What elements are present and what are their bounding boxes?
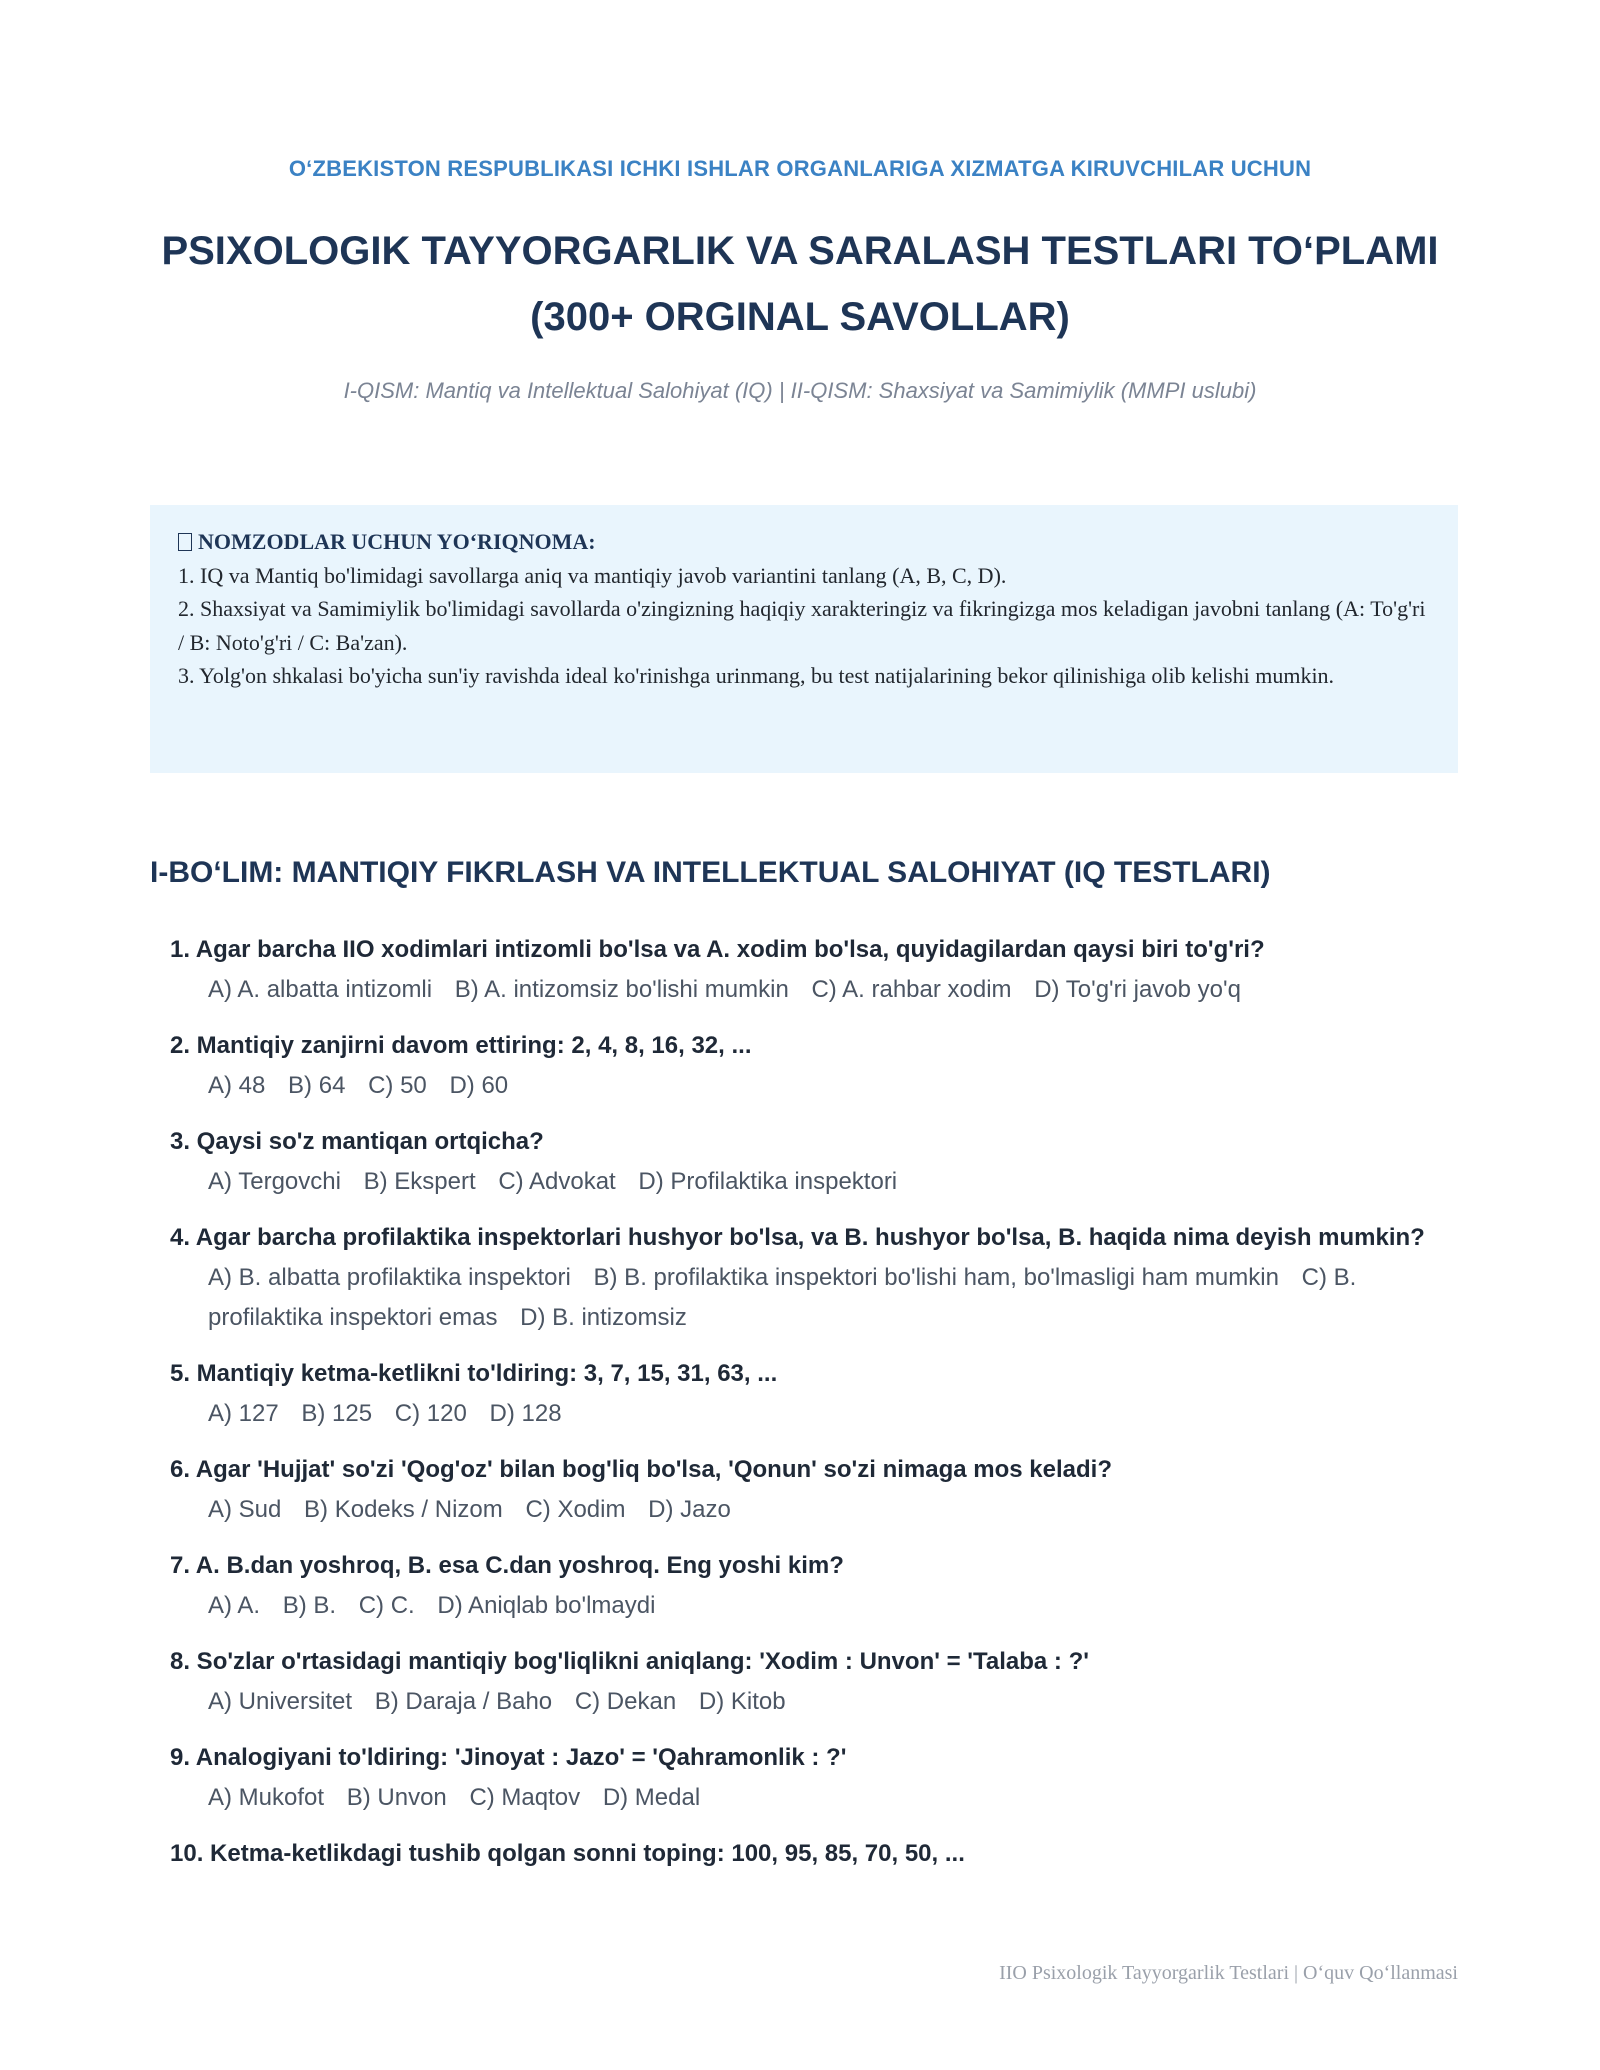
answer-option[interactable]: C) Advokat — [498, 1168, 616, 1195]
answer-option[interactable]: B) Kodeks / Nizom — [304, 1496, 503, 1523]
question-text: 5. Mantiqiy ketma-ketlikni to'ldiring: 3, 7, 15, 31, 63, ... — [170, 1360, 778, 1387]
instruction-item: 1. IQ va Mantiq bo'limidagi savollarga aniq va mantiqiy javob variantini tanlang (A, B, C, D). — [178, 562, 1007, 588]
answer-option[interactable]: C) 50 — [368, 1072, 427, 1099]
answer-options — [170, 1778, 1470, 1818]
instructions-box — [150, 505, 1458, 773]
answer-option[interactable]: D) B. intizomsiz — [520, 1304, 687, 1331]
answer-option[interactable]: A) 127 — [208, 1400, 279, 1427]
question-text: 7. A. B.dan yoshroq, B. esa C.dan yoshroq. Eng yoshi kim? — [170, 1552, 844, 1579]
answer-option[interactable]: D) Medal — [602, 1784, 701, 1811]
answer-options — [170, 1490, 1470, 1530]
section-heading: I-BO‘LIM: MANTIQIY FIKRLASH VA INTELLEKTUAL SALOHIYAT (IQ TESTLARI) — [150, 856, 1271, 889]
answer-option[interactable]: A) A. — [208, 1592, 261, 1619]
answer-option[interactable]: D) Aniqlab bo'lmaydi — [437, 1592, 656, 1619]
answer-option[interactable]: C) Xodim — [525, 1496, 626, 1523]
answer-option[interactable]: B) Ekspert — [363, 1168, 476, 1195]
answer-option[interactable]: C) Maqtov — [469, 1784, 581, 1811]
question-item — [170, 1122, 1470, 1202]
answer-options — [170, 970, 1470, 1010]
answer-options — [170, 1682, 1470, 1722]
answer-option[interactable]: C) B. profilaktika inspektori emas — [208, 1264, 1357, 1331]
answer-option[interactable]: B) Unvon — [346, 1784, 447, 1811]
answer-option[interactable]: B) Daraja / Baho — [374, 1688, 553, 1715]
instruction-item: 2. Shaxsiyat va Samimiylik bo'limidagi savollarda o'zingizning haqiqiy xarakteringiz va fikringizga mos keladigan javobni tanlang (A: To'g'ri / B: Noto'g'ri / C: Ba'zan). — [178, 596, 1426, 655]
answer-option[interactable]: A) B. albatta profilaktika inspektori — [208, 1264, 571, 1291]
answer-option[interactable]: C) Dekan — [574, 1688, 677, 1715]
question-item — [170, 1026, 1470, 1106]
answer-option[interactable]: C) C. — [358, 1592, 415, 1619]
answer-option[interactable]: A) Universitet — [208, 1688, 353, 1715]
question-item — [170, 1642, 1470, 1722]
question-item — [170, 1450, 1470, 1530]
answer-options — [170, 1066, 1470, 1106]
document-subtitle: I-QISM: Mantiq va Intellektual Salohiyat (IQ) | II-QISM: Shaxsiyat va Samimiylik (MMPI uslubi) — [343, 378, 1257, 403]
question-text: 4. Agar barcha profilaktika inspektorlari hushyor bo'lsa, va B. hushyor bo'lsa, B. haqida nima deyish mumkin? — [170, 1224, 1425, 1251]
instructions-heading-text: NOMZODLAR UCHUN YO‘RIQNOMA: — [198, 529, 596, 554]
answer-option[interactable]: A) A. albatta intizomli — [208, 976, 433, 1003]
question-list — [170, 930, 1470, 1874]
answer-option[interactable]: D) 128 — [489, 1400, 562, 1427]
question-text: 1. Agar barcha IIO xodimlari intizomli bo'lsa va A. xodim bo'lsa, quyidagilardan qaysi biri to'g'ri? — [170, 936, 1265, 963]
question-text: 8. So'zlar o'rtasidagi mantiqiy bog'liqlikni aniqlang: 'Xodim : Unvon' = 'Talaba : ?' — [170, 1648, 1089, 1675]
question-text: 3. Qaysi so'z mantiqan ortqicha? — [170, 1128, 544, 1155]
question-item — [170, 1354, 1470, 1434]
answer-options — [170, 1586, 1470, 1626]
instruction-item: 3. Yolg'on shkalasi bo'yicha sun'iy ravishda ideal ko'rinishga urinmang, bu test natijalarining bekor qilinishiga olib kelishi mumkin. — [178, 663, 1335, 688]
answer-option[interactable]: B) B. profilaktika inspektori bo'lishi ham, bo'lmasligi ham mumkin — [593, 1264, 1279, 1291]
answer-options — [170, 1258, 1470, 1338]
question-text: 6. Agar 'Hujjat' so'zi 'Qog'oz' bilan bog'liq bo'lsa, 'Qonun' so'zi nimaga mos keladi? — [170, 1456, 1112, 1483]
answer-options — [170, 1394, 1470, 1434]
question-text: 9. Analogiyani to'ldiring: 'Jinoyat : Jazo' = 'Qahramonlik : ?' — [170, 1744, 847, 1771]
answer-option[interactable]: C) A. rahbar xodim — [811, 976, 1012, 1003]
title-line-1: PSIXOLOGIK TAYYORGARLIK VA SARALASH TESTLARI TO‘PLAMI — [161, 229, 1439, 273]
answer-option[interactable]: D) Jazo — [648, 1496, 731, 1523]
question-item — [170, 1834, 1470, 1874]
question-text: 2. Mantiqiy zanjirni davom ettiring: 2, 4, 8, 16, 32, ... — [170, 1032, 752, 1059]
answer-option[interactable]: B) A. intizomsiz bo'lishi mumkin — [454, 976, 789, 1003]
question-item — [170, 930, 1470, 1010]
answer-option[interactable]: A) Mukofot — [208, 1784, 325, 1811]
document-title — [120, 218, 1480, 350]
question-item — [170, 1218, 1470, 1338]
question-text: 10. Ketma-ketlikdagi tushib qolgan sonni toping: 100, 95, 85, 70, 50, ... — [170, 1840, 965, 1867]
instructions-heading — [178, 525, 1430, 559]
question-item — [170, 1546, 1470, 1626]
answer-options — [170, 1162, 1470, 1202]
answer-option[interactable]: B) B. — [282, 1592, 337, 1619]
answer-option[interactable]: A) 48 — [208, 1072, 266, 1099]
answer-option[interactable]: B) 64 — [288, 1072, 346, 1099]
answer-option[interactable]: D) To'g'ri javob yo'q — [1034, 976, 1241, 1003]
answer-option[interactable]: B) 125 — [301, 1400, 373, 1427]
answer-option[interactable]: D) Kitob — [698, 1688, 786, 1715]
answer-option[interactable]: C) 120 — [394, 1400, 467, 1427]
document-kicker: O‘ZBEKISTON RESPUBLIKASI ICHKI ISHLAR ORGANLARIGA XIZMATGA KIRUVCHILAR UCHUN — [288, 156, 1312, 181]
answer-option[interactable]: A) Sud — [208, 1496, 282, 1523]
page-footer: IIO Psixologik Tayyorgarlik Testlari | O‘quv Qo‘llanmasi — [999, 1962, 1458, 1984]
question-item — [170, 1738, 1470, 1818]
checkbox-icon — [178, 533, 192, 551]
answer-option[interactable]: D) 60 — [449, 1072, 509, 1099]
answer-option[interactable]: D) Profilaktika inspektori — [638, 1168, 898, 1195]
title-line-2: (300+ ORGINAL SAVOLLAR) — [530, 295, 1070, 339]
answer-option[interactable]: A) Tergovchi — [208, 1168, 341, 1195]
